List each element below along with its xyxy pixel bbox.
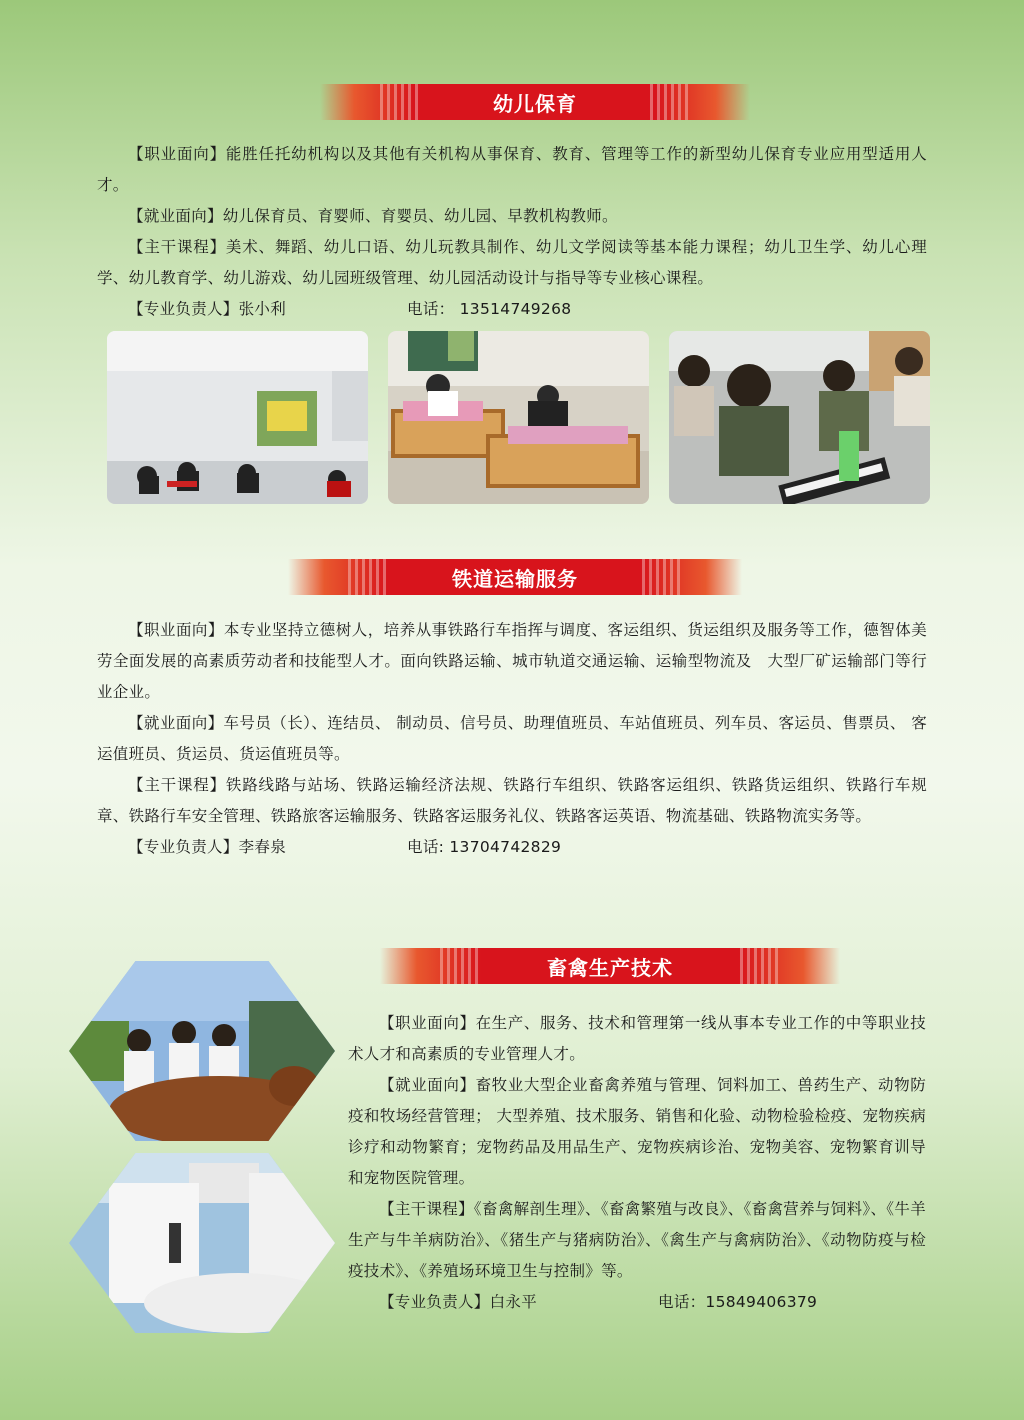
paragraph: 【职业面向】本专业坚持立德树人，培养从事铁路行车指挥与调度、客运组织、货运组织及服务等工作，德智体美劳全面发展的高素质劳动者和技能型人才。面向铁路运输、城市轨道交通运输、运输型物流及 大型厂矿运输部门等行业企业。 (97, 621, 927, 701)
paragraph: 【就业面向】车号员（长）、连结员、 制动员、信号员、助理值班员、车站值班员、列车员、客运员、售票员、 客运值班员、货运员、货运值班员等。 (97, 714, 927, 763)
section-title: 畜禽生产技术 (547, 955, 673, 980)
photo-cattle-exam (69, 961, 335, 1141)
leader-phone: 电话： 13514749268 (407, 300, 572, 318)
leader-phone: 电话：15849406379 (658, 1293, 818, 1311)
photo-pet-ultrasound (69, 1153, 335, 1333)
paragraph: 【主干课程】美术、舞蹈、幼儿口语、幼儿玩教具制作、幼儿文学阅读等基本能力课程；幼儿卫生学、幼儿心理学、幼儿教育学、幼儿游戏、幼儿园班级管理、幼儿园活动设计与指导等专业核心课程。 (97, 238, 927, 287)
paragraph: 【主干课程】《畜禽解剖生理》、《畜禽繁殖与改良》、《畜禽营养与饲料》、《牛羊生产与牛羊病防治》、《猪生产与猪病防治》、《禽生产与禽病防治》、《动物防疫与检疫技术》、《养殖场环境卫生与控制》等。 (348, 1200, 926, 1280)
contact-line (97, 832, 927, 863)
section-banner-railway (288, 559, 742, 595)
contact-line (97, 294, 927, 325)
section-text-railway (97, 615, 927, 863)
paragraph: 【职业面向】在生产、服务、技术和管理第一线从事本专业工作的中等职业技术人才和高素质的专业管理人才。 (348, 1014, 926, 1063)
photo-bed-making (388, 331, 649, 504)
section-text-livestock (348, 1008, 926, 1318)
section-banner-livestock (380, 948, 840, 984)
section-text-childcare (97, 139, 927, 325)
section-banner-childcare (320, 84, 750, 120)
paragraph: 【职业面向】能胜任托幼机构以及其他有关机构从事保育、教育、管理等工作的新型幼儿保育专业应用型适用人才。 (97, 145, 927, 194)
paragraph: 【主干课程】铁路线路与站场、铁路运输经济法规、铁路行车组织、铁路客运组织、铁路货运组织、铁路行车规章、铁路行车安全管理、铁路旅客运输服务、铁路客运服务礼仪、铁路客运英语、物流基础、铁路物流实务等。 (97, 776, 927, 825)
leader-name: 【专业负责人】张小利 (128, 300, 287, 318)
leader-name: 【专业负责人】白永平 (379, 1293, 538, 1311)
paragraph: 【就业面向】畜牧业大型企业畜禽养殖与管理、饲料加工、兽药生产、动物防疫和牧场经营管理； 大型养殖、技术服务、销售和化验、动物检验检疫、宠物疾病诊疗和动物繁育；宠物药品及用品生产、宠物疾病诊治、宠物美容、宠物繁育训导和宠物医院管理。 (348, 1076, 926, 1187)
photo-dance-class (107, 331, 368, 504)
photo-piano-class (669, 331, 930, 504)
leader-phone: 电话: 13704742829 (407, 838, 562, 856)
paragraph: 【就业面向】幼儿保育员、育婴师、育婴员、幼儿园、早教机构教师。 (128, 207, 618, 225)
leader-name: 【专业负责人】李春泉 (128, 838, 287, 856)
section-title: 铁道运输服务 (452, 566, 578, 591)
contact-line (348, 1287, 926, 1318)
section-title: 幼儿保育 (493, 91, 577, 116)
